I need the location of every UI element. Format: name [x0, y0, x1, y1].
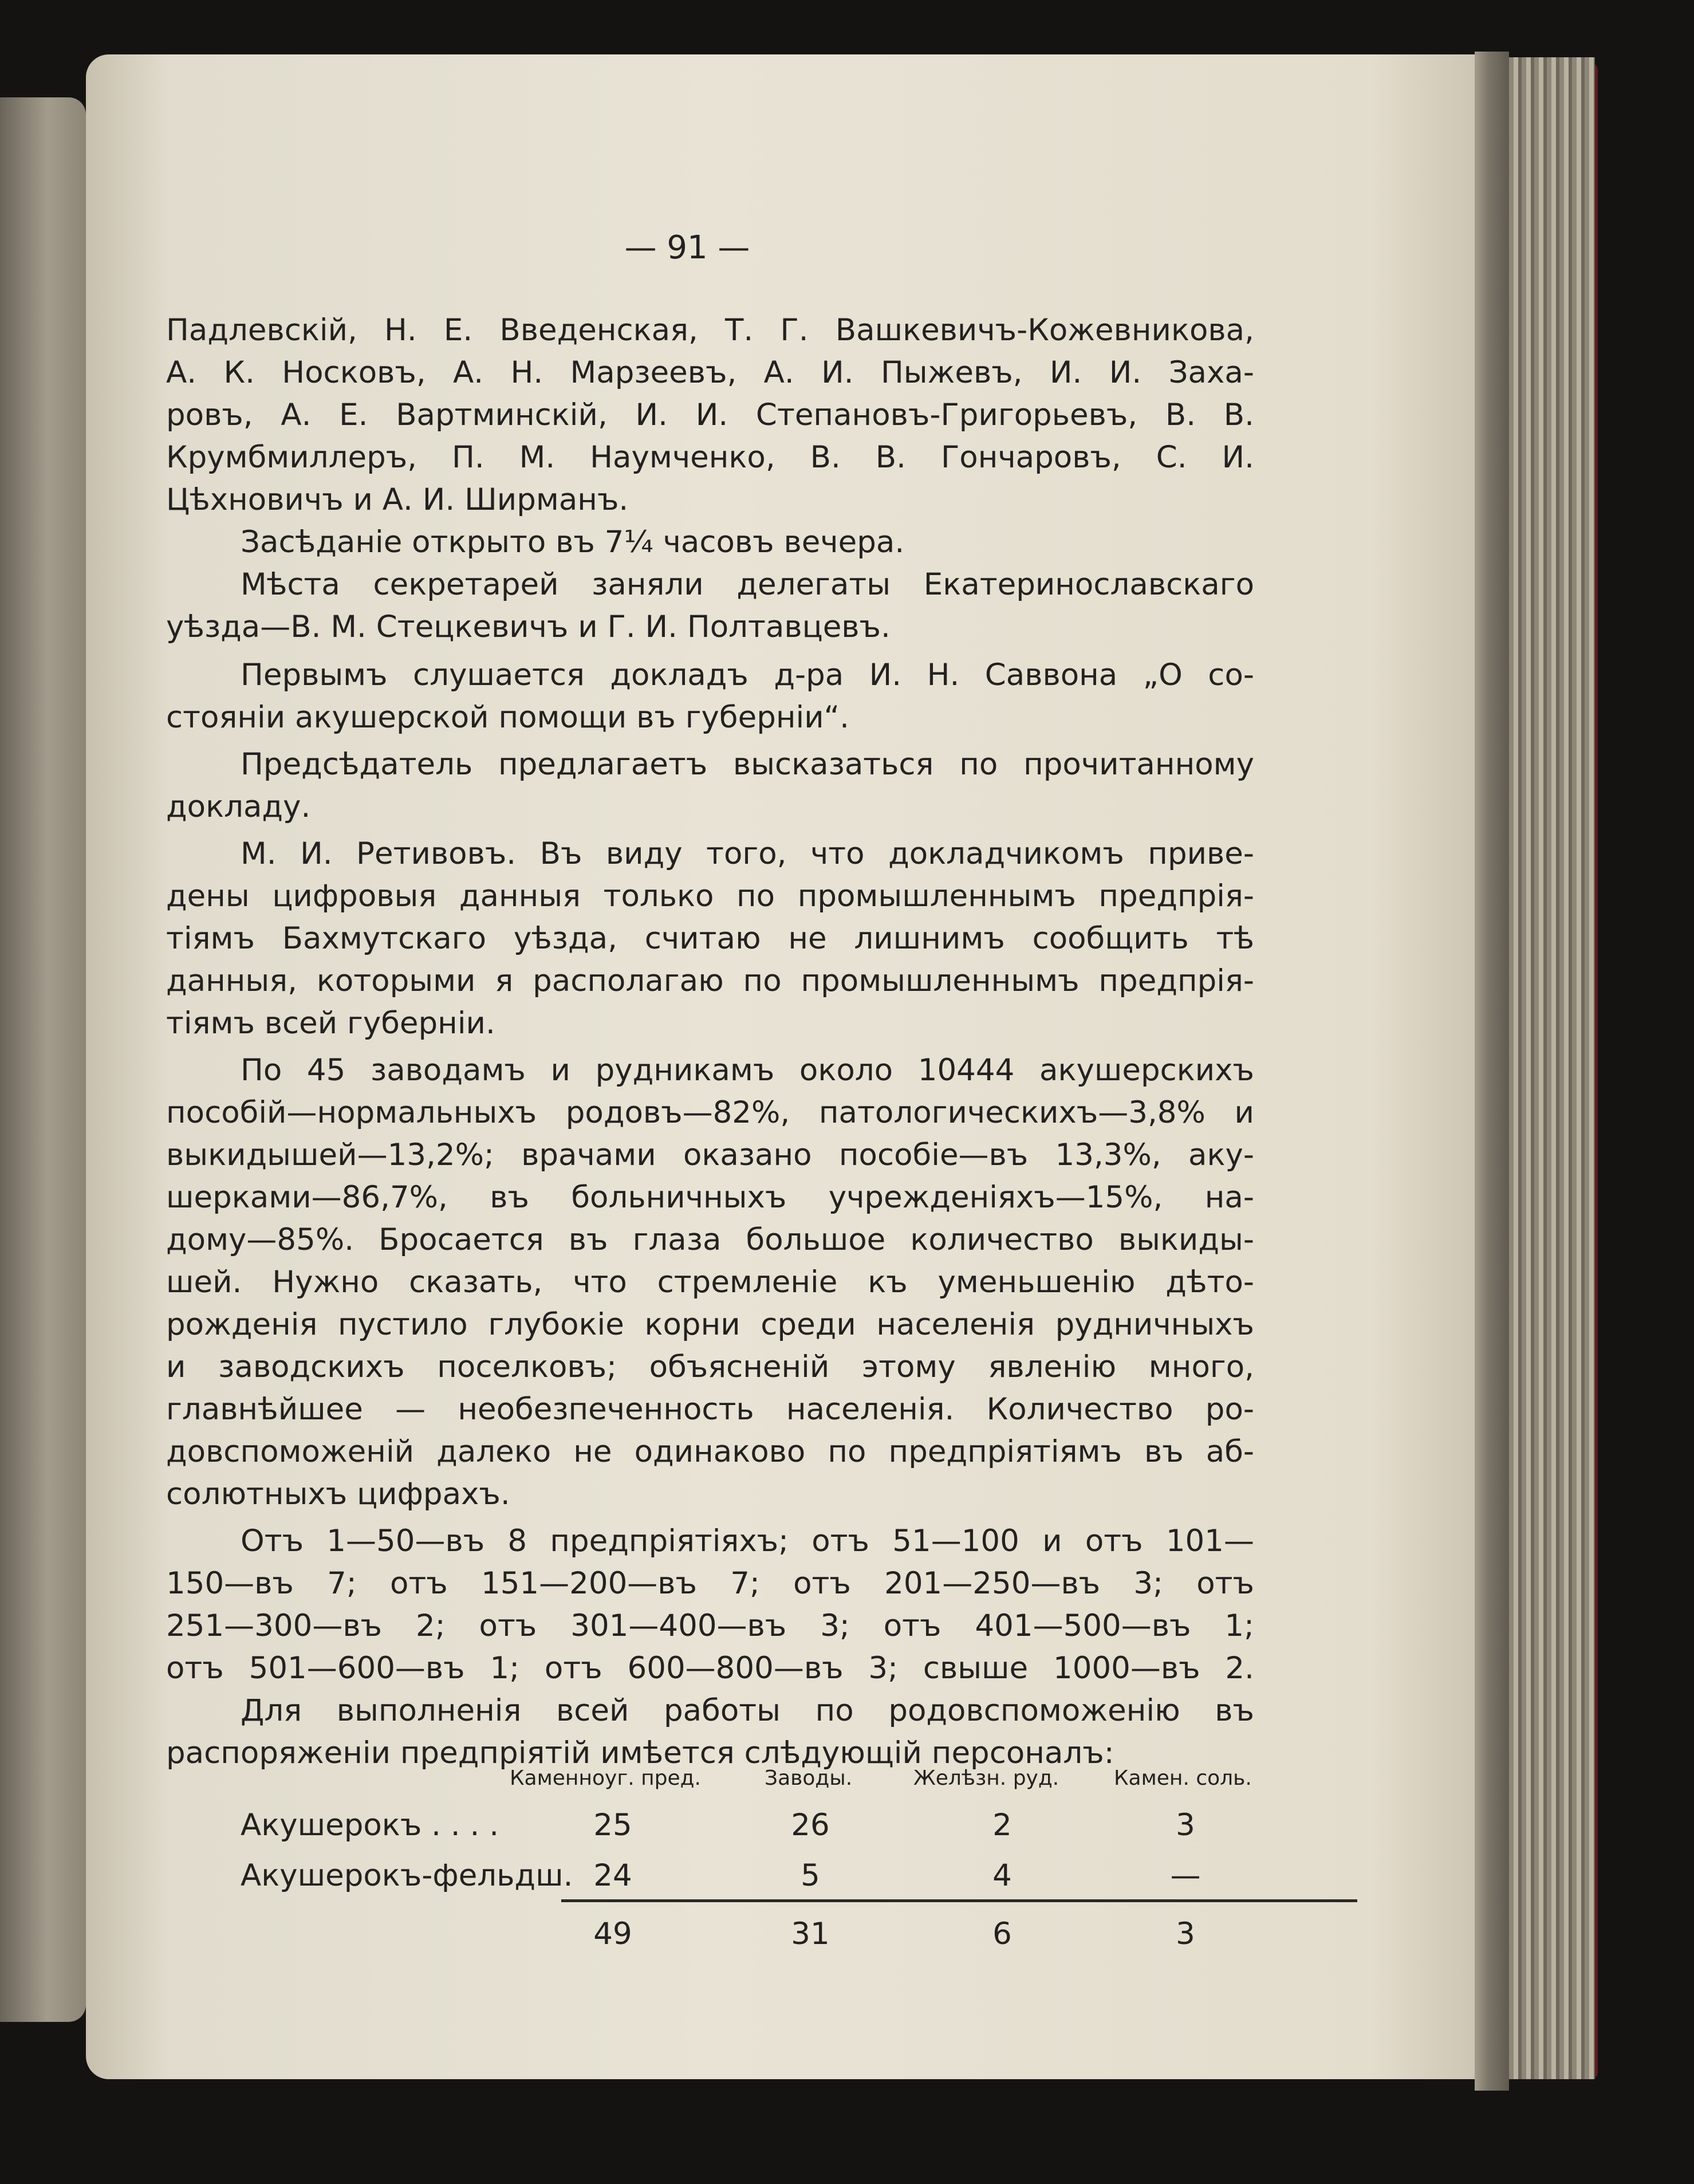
table-row-label: Акушерокъ . . . . — [241, 1808, 499, 1843]
left-page-edge — [0, 97, 86, 2022]
text-line: Засѣданіе открыто въ 7¼ часовъ вечера. — [241, 525, 905, 560]
table-total: 31 — [791, 1917, 830, 1951]
text-line: стояніи акушерской помощи въ губерніи“. — [166, 700, 849, 735]
text-line: Крумбмиллеръ, П. М. Наумченко, В. В. Гончаровъ, С. И. — [166, 440, 1254, 475]
text-line: распоряженіи предпріятій имѣется слѣдующій персоналъ: — [166, 1736, 1114, 1770]
text-line: пособій—нормальныхъ родовъ—82%, патологическихъ—3,8% и — [166, 1095, 1254, 1130]
table-cell: 25 — [593, 1808, 632, 1843]
table-total: 3 — [1176, 1917, 1195, 1951]
table-cell: 3 — [1176, 1808, 1195, 1843]
text-line: ровъ, А. Е. Вартминскій, И. И. Степановъ-Григорьевъ, В. В. — [166, 398, 1254, 432]
text-line: А. К. Носковъ, А. Н. Марзеевъ, А. И. Пыжевъ, И. И. Заха- — [166, 355, 1254, 390]
text-line: 150—въ 7; отъ 151—200—въ 7; отъ 201—250—въ 3; отъ — [166, 1566, 1254, 1601]
text-line: По 45 заводамъ и рудникамъ около 10444 акушерскихъ — [241, 1053, 1254, 1088]
text-line: дому—85%. Бросается въ глаза большое количество выкиды- — [166, 1222, 1254, 1257]
page-stack-edge — [1509, 57, 1595, 2079]
text-line: Для выполненія всей работы по родовспоможенію въ — [241, 1693, 1254, 1728]
page-number: — 91 — — [624, 229, 750, 266]
table-header: Каменноуг. пред. — [510, 1766, 702, 1790]
text-line: главнѣйшее — необезпеченность населенія. Количество ро- — [166, 1392, 1254, 1427]
text-line: Падлевскій, Н. Е. Введенская, Т. Г. Вашкевичъ-Кожевникова, — [166, 313, 1254, 348]
text-line: Мѣста секретарей заняли делегаты Екатеринославскаго — [241, 567, 1254, 602]
table-header: Заводы. — [765, 1766, 853, 1790]
page-fore-edge — [1475, 52, 1509, 2091]
table-cell: 2 — [992, 1808, 1012, 1843]
text-line: выкидышей—13,2%; врачами оказано пособіе—въ 13,3%, аку- — [166, 1138, 1254, 1172]
table-header: Желѣзн. руд. — [913, 1766, 1059, 1790]
text-line: отъ 501—600—въ 1; отъ 600—800—въ 3; свыше 1000—въ 2. — [166, 1651, 1254, 1686]
text-line: шей. Нужно сказать, что стремленіе къ уменьшенію дѣто- — [166, 1265, 1254, 1300]
sum-rule — [561, 1899, 1357, 1902]
text-line: шерками—86,7%, въ больничныхъ учрежденіяхъ—15%, на- — [166, 1180, 1254, 1215]
text-line: уѣзда—В. М. Стецкевичъ и Г. И. Полтавцевъ. — [166, 609, 891, 644]
text-line: Предсѣдатель предлагаетъ высказаться по прочитанному — [241, 747, 1254, 782]
text-line: рожденія пустило глубокіе корни среди населенія рудничныхъ — [166, 1307, 1254, 1342]
table-header: Камен. соль. — [1114, 1766, 1252, 1790]
text-line: 251—300—въ 2; отъ 301—400—въ 3; отъ 401—500—въ 1; — [166, 1608, 1254, 1643]
text-line: тіямъ Бахмутскаго уѣзда, считаю не лишнимъ сообщить тѣ — [166, 921, 1254, 956]
table-row-label: Акушерокъ-фельдш. — [241, 1858, 573, 1893]
table-cell: 26 — [791, 1808, 830, 1843]
table-total: 6 — [992, 1917, 1012, 1951]
text-line: докладу. — [166, 789, 311, 824]
text-line: Цѣхновичъ и А. И. Ширманъ. — [166, 482, 629, 517]
text-line: солютныхъ цифрахъ. — [166, 1477, 510, 1512]
table-cell: 5 — [801, 1858, 820, 1893]
table-total: 49 — [593, 1917, 632, 1951]
table-cell: 4 — [992, 1858, 1012, 1893]
text-line: тіямъ всей губерніи. — [166, 1006, 495, 1041]
text-line: и заводскихъ поселковъ; объясненій этому явленію много, — [166, 1349, 1254, 1384]
text-line: дены цифровыя данныя только по промышленнымъ предпрія- — [166, 879, 1254, 914]
text-line: довспоможеній далеко не одинаково по предпріятіямъ въ аб- — [166, 1434, 1254, 1469]
table-cell: — — [1170, 1858, 1201, 1893]
table-cell: 24 — [593, 1858, 632, 1893]
text-line: Первымъ слушается докладъ д-ра И. Н. Саввона „О со- — [241, 658, 1254, 692]
text-line: Отъ 1—50—въ 8 предпріятіяхъ; отъ 51—100 и отъ 101— — [241, 1524, 1254, 1559]
text-line: данныя, которыми я располагаю по промышленнымъ предпрія- — [166, 963, 1254, 998]
text-line: М. И. Ретивовъ. Въ виду того, что докладчикомъ приве- — [241, 836, 1254, 871]
